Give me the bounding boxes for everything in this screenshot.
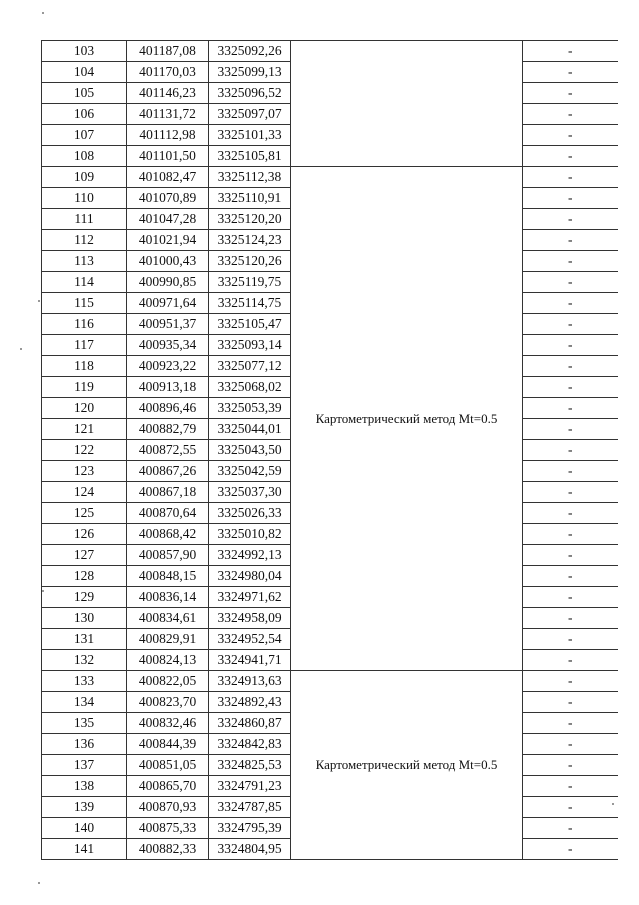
dash-cell: - [523,482,618,503]
point-number: 130 [42,608,127,629]
dash-cell: - [523,839,618,860]
coord-x: 400848,15 [127,566,209,587]
coord-x: 401000,43 [127,251,209,272]
coord-y: 3325096,52 [209,83,291,104]
point-number: 103 [42,41,127,62]
coordinates-table-body [42,41,618,860]
coord-y: 3324913,63 [209,671,291,692]
coord-x: 400870,64 [127,503,209,524]
coord-x: 400951,37 [127,314,209,335]
coordinates-table [41,40,618,860]
coord-x: 400896,46 [127,398,209,419]
point-number: 133 [42,671,127,692]
point-number: 114 [42,272,127,293]
point-number: 105 [42,83,127,104]
table-row [42,167,618,188]
point-number: 127 [42,545,127,566]
dash-cell: - [523,503,618,524]
point-number: 117 [42,335,127,356]
method-cell: Картометрический метод Mt=0.5 [291,671,523,860]
table-row [42,41,618,62]
dash-cell: - [523,62,618,83]
coord-y: 3325092,26 [209,41,291,62]
coord-y: 3324892,43 [209,692,291,713]
point-number: 136 [42,734,127,755]
coord-y: 3325097,07 [209,104,291,125]
coord-y: 3324860,87 [209,713,291,734]
coord-y: 3325042,59 [209,461,291,482]
point-number: 140 [42,818,127,839]
coord-y: 3325068,02 [209,377,291,398]
coord-y: 3324941,71 [209,650,291,671]
point-number: 122 [42,440,127,461]
coord-x: 401047,28 [127,209,209,230]
coord-y: 3325110,91 [209,188,291,209]
dash-cell: - [523,440,618,461]
point-number: 116 [42,314,127,335]
point-number: 112 [42,230,127,251]
coord-y: 3325114,75 [209,293,291,314]
coord-x: 400829,91 [127,629,209,650]
dash-cell: - [523,83,618,104]
coord-x: 401131,72 [127,104,209,125]
coord-y: 3325077,12 [209,356,291,377]
dash-cell: - [523,230,618,251]
coord-x: 400971,64 [127,293,209,314]
coord-x: 400851,05 [127,755,209,776]
dash-cell: - [523,293,618,314]
dash-cell: - [523,587,618,608]
dash-cell: - [523,608,618,629]
coord-x: 401082,47 [127,167,209,188]
dash-cell: - [523,419,618,440]
coord-x: 400872,55 [127,440,209,461]
point-number: 132 [42,650,127,671]
table-row [42,671,618,692]
coord-y: 3325037,30 [209,482,291,503]
dash-cell: - [523,776,618,797]
point-number: 134 [42,692,127,713]
point-number: 120 [42,398,127,419]
coord-x: 401187,08 [127,41,209,62]
dash-cell: - [523,671,618,692]
dash-cell: - [523,356,618,377]
coord-x: 400923,22 [127,356,209,377]
coord-x: 400834,61 [127,608,209,629]
coord-x: 400875,33 [127,818,209,839]
coord-y: 3325105,47 [209,314,291,335]
point-number: 109 [42,167,127,188]
coord-y: 3325026,33 [209,503,291,524]
coord-x: 400844,39 [127,734,209,755]
coord-x: 400868,42 [127,524,209,545]
dash-cell: - [523,272,618,293]
dash-cell: - [523,566,618,587]
coord-y: 3325120,20 [209,209,291,230]
coord-y: 3324980,04 [209,566,291,587]
method-cell: Картометрический метод Mt=0.5 [291,167,523,671]
coord-x: 400824,13 [127,650,209,671]
dash-cell: - [523,167,618,188]
coord-x: 400865,70 [127,776,209,797]
coord-x: 400882,33 [127,839,209,860]
point-number: 107 [42,125,127,146]
dash-cell: - [523,209,618,230]
dash-cell: - [523,734,618,755]
coord-y: 3324958,09 [209,608,291,629]
coord-x: 401170,03 [127,62,209,83]
scan-speck [38,300,40,302]
coord-y: 3325101,33 [209,125,291,146]
coord-y: 3324791,23 [209,776,291,797]
point-number: 108 [42,146,127,167]
dash-cell: - [523,524,618,545]
dash-cell: - [523,146,618,167]
point-number: 125 [42,503,127,524]
coord-y: 3325010,82 [209,524,291,545]
coord-x: 400832,46 [127,713,209,734]
point-number: 110 [42,188,127,209]
coord-x: 400870,93 [127,797,209,818]
dash-cell: - [523,335,618,356]
coord-y: 3325044,01 [209,419,291,440]
point-number: 129 [42,587,127,608]
coord-y: 3325112,38 [209,167,291,188]
point-number: 113 [42,251,127,272]
coord-y: 3325093,14 [209,335,291,356]
coord-y: 3324842,83 [209,734,291,755]
coord-y: 3324971,62 [209,587,291,608]
coord-x: 400882,79 [127,419,209,440]
coord-x: 400935,34 [127,335,209,356]
dash-cell: - [523,398,618,419]
coord-y: 3324795,39 [209,818,291,839]
coord-y: 3325119,75 [209,272,291,293]
point-number: 137 [42,755,127,776]
coord-y: 3325124,23 [209,230,291,251]
point-number: 135 [42,713,127,734]
point-number: 128 [42,566,127,587]
dash-cell: - [523,713,618,734]
dash-cell: - [523,797,618,818]
point-number: 111 [42,209,127,230]
dash-cell: - [523,314,618,335]
coord-x: 401112,98 [127,125,209,146]
point-number: 139 [42,797,127,818]
dash-cell: - [523,818,618,839]
coord-x: 400823,70 [127,692,209,713]
coord-x: 400867,26 [127,461,209,482]
coord-x: 400857,90 [127,545,209,566]
coord-y: 3325053,39 [209,398,291,419]
coord-x: 400867,18 [127,482,209,503]
coord-x: 400822,05 [127,671,209,692]
coord-y: 3325105,81 [209,146,291,167]
coord-y: 3324992,13 [209,545,291,566]
point-number: 121 [42,419,127,440]
coord-y: 3325120,26 [209,251,291,272]
coord-x: 400990,85 [127,272,209,293]
coord-x: 400913,18 [127,377,209,398]
coord-y: 3325099,13 [209,62,291,83]
coord-y: 3324804,95 [209,839,291,860]
point-number: 126 [42,524,127,545]
dash-cell: - [523,41,618,62]
point-number: 124 [42,482,127,503]
dash-cell: - [523,629,618,650]
dash-cell: - [523,545,618,566]
point-number: 131 [42,629,127,650]
dash-cell: - [523,251,618,272]
coord-y: 3324787,85 [209,797,291,818]
coord-x: 401070,89 [127,188,209,209]
point-number: 138 [42,776,127,797]
scan-speck [42,12,44,14]
coord-y: 3325043,50 [209,440,291,461]
scan-speck [20,348,22,350]
coord-x: 400836,14 [127,587,209,608]
dash-cell: - [523,692,618,713]
scan-speck [38,882,40,884]
point-number: 119 [42,377,127,398]
coord-y: 3324952,54 [209,629,291,650]
dash-cell: - [523,755,618,776]
point-number: 104 [42,62,127,83]
coord-x: 401021,94 [127,230,209,251]
coord-x: 401146,23 [127,83,209,104]
dash-cell: - [523,125,618,146]
point-number: 123 [42,461,127,482]
dash-cell: - [523,104,618,125]
coord-y: 3324825,53 [209,755,291,776]
coord-x: 401101,50 [127,146,209,167]
dash-cell: - [523,461,618,482]
dash-cell: - [523,188,618,209]
method-cell [291,41,523,167]
dash-cell: - [523,650,618,671]
point-number: 115 [42,293,127,314]
point-number: 118 [42,356,127,377]
dash-cell: - [523,377,618,398]
point-number: 106 [42,104,127,125]
point-number: 141 [42,839,127,860]
